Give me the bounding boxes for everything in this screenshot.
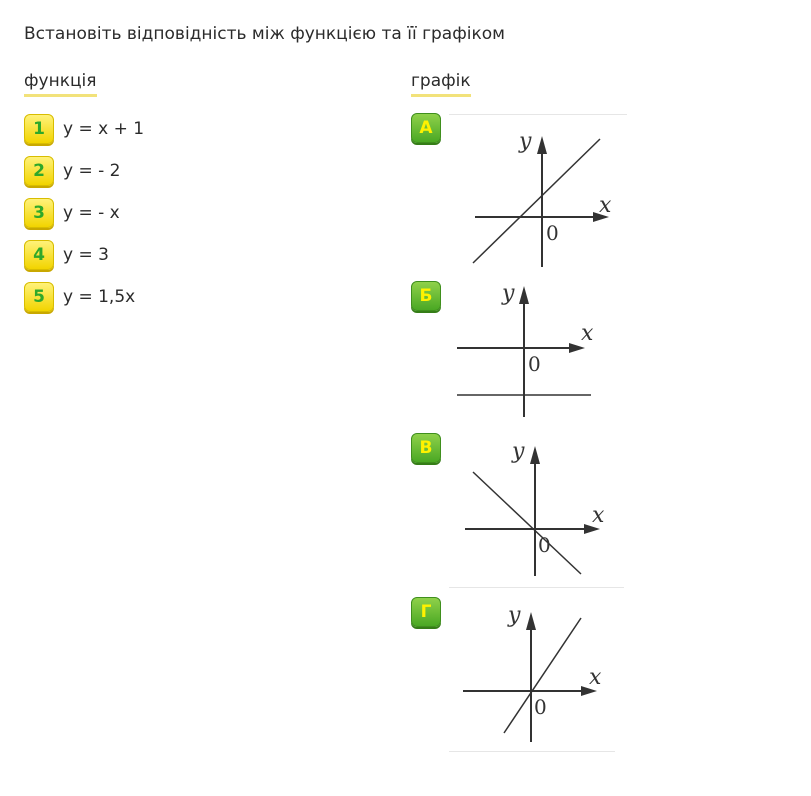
graph-b-svg <box>449 280 629 430</box>
function-formula: y = - x <box>63 203 120 223</box>
function-item-3[interactable] <box>24 197 120 229</box>
y-axis-arrow <box>530 446 540 464</box>
graphs-column-header: графік <box>411 71 471 97</box>
function-formula: y = x + 1 <box>63 119 145 139</box>
function-number-badge[interactable]: 2 <box>24 156 54 186</box>
y-axis-label: y <box>512 439 525 464</box>
y-axis-arrow <box>537 136 547 154</box>
y-axis-arrow <box>519 286 529 304</box>
y-axis-label: y <box>508 603 521 628</box>
function-line <box>473 472 581 574</box>
function-number-badge[interactable]: 5 <box>24 282 54 312</box>
function-line <box>473 139 600 263</box>
graph-letter-badge-g[interactable]: Г <box>411 597 441 627</box>
graph-v-svg <box>449 434 629 590</box>
y-axis-label: y <box>502 281 515 306</box>
x-axis-label: x <box>589 665 602 690</box>
origin-label: 0 <box>546 221 559 245</box>
graph-a-svg <box>449 114 629 270</box>
function-item-4[interactable] <box>24 239 109 271</box>
function-item-1[interactable] <box>24 113 144 145</box>
x-axis-label: x <box>599 193 612 218</box>
origin-label: 0 <box>534 695 547 719</box>
origin-label: 0 <box>528 352 541 376</box>
function-number-badge[interactable]: 1 <box>24 114 54 144</box>
graph-letter-badge-b[interactable]: Б <box>411 281 441 311</box>
question-text: Встановіть відповідність між функцією та її графіком <box>24 24 505 44</box>
origin-label: 0 <box>538 533 551 557</box>
function-item-5[interactable] <box>24 281 135 313</box>
function-formula: y = 3 <box>63 245 109 265</box>
function-item-2[interactable] <box>24 155 120 187</box>
function-number-badge[interactable]: 3 <box>24 198 54 228</box>
function-formula: y = 1,5x <box>63 287 136 307</box>
graph-v[interactable] <box>449 434 629 594</box>
function-formula: y = - 2 <box>63 161 121 181</box>
graph-g-svg <box>449 598 629 754</box>
graph-a[interactable] <box>449 114 629 274</box>
graph-g[interactable] <box>449 598 629 758</box>
x-axis-label: x <box>581 321 594 346</box>
y-axis-label: y <box>519 129 532 154</box>
function-number-badge[interactable]: 4 <box>24 240 54 270</box>
functions-column-header: функція <box>24 71 97 97</box>
graph-letter-badge-v[interactable]: В <box>411 433 441 463</box>
graph-letter-badge-a[interactable]: А <box>411 113 441 143</box>
y-axis-arrow <box>526 612 536 630</box>
graph-b[interactable] <box>449 280 629 434</box>
x-axis-label: x <box>592 503 605 528</box>
